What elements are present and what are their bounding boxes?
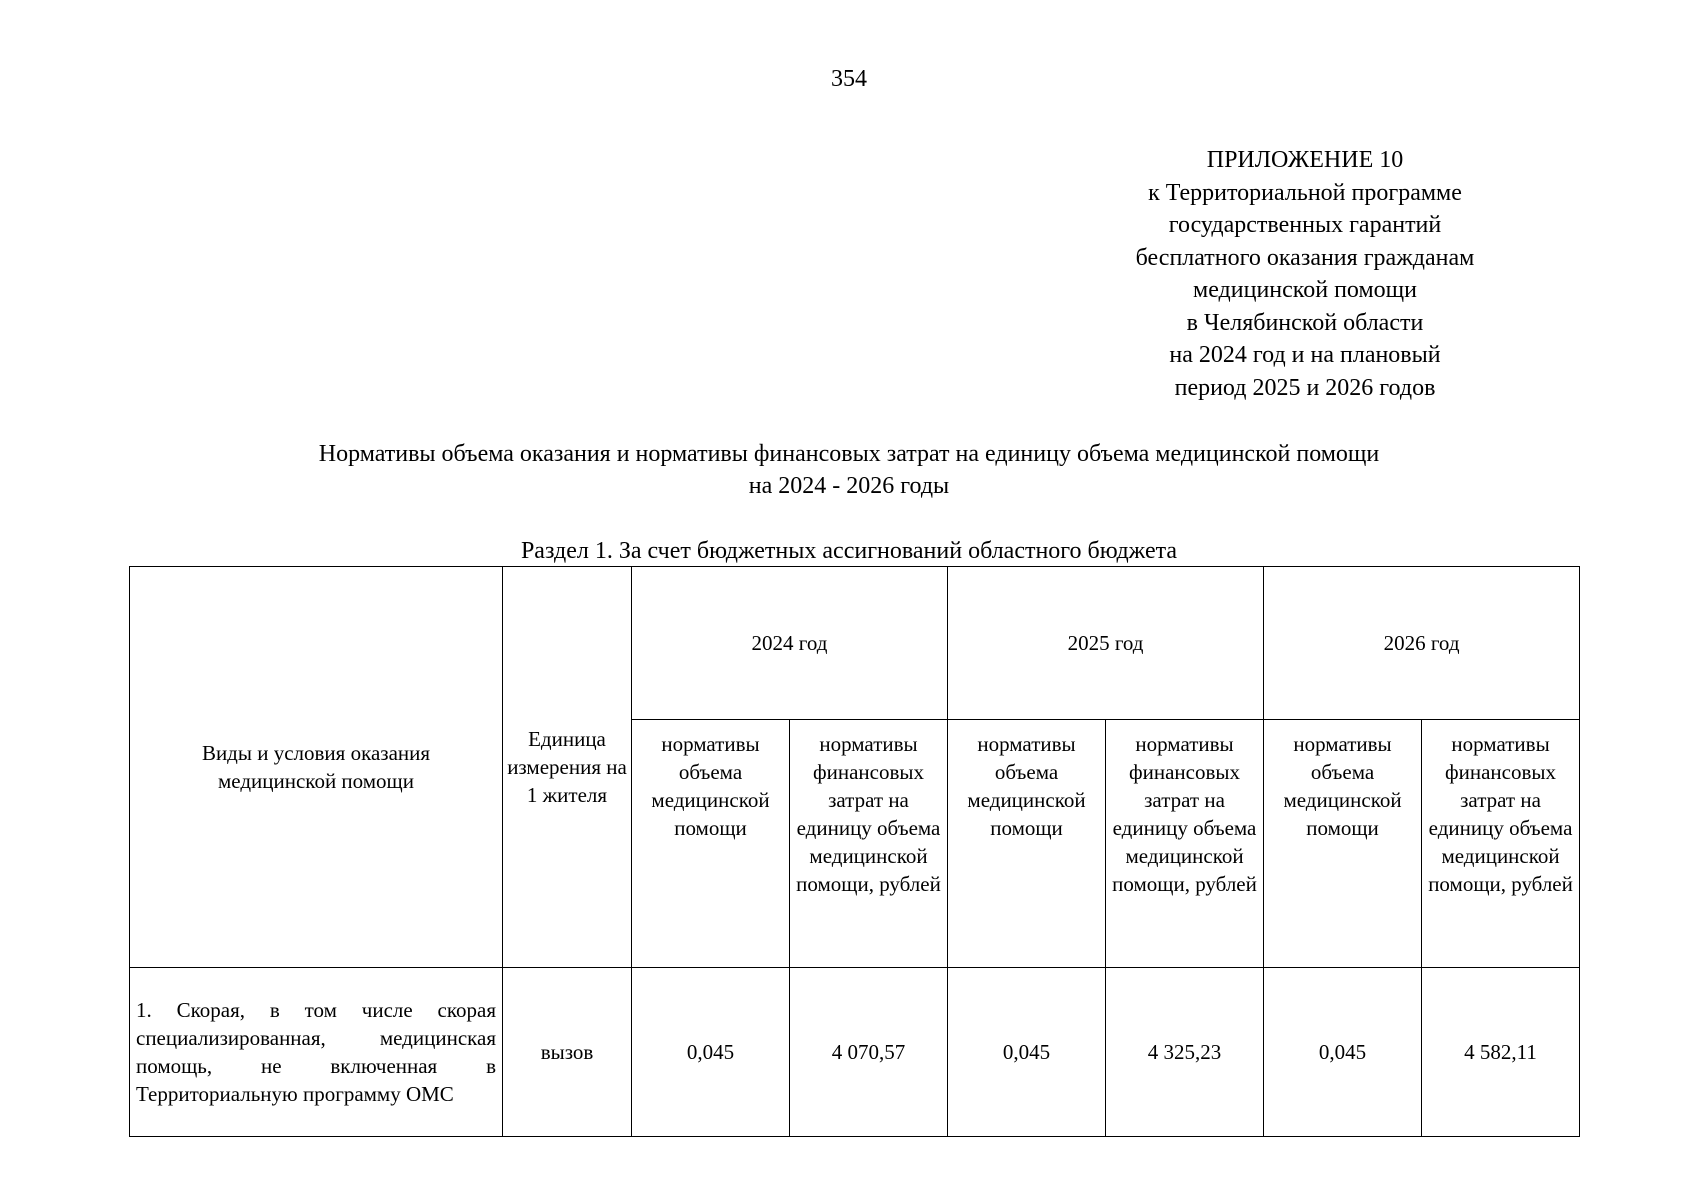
row-volume-2024: 0,045 bbox=[632, 968, 790, 1137]
row-label: 1. Скорая, в том числе скорая специализированная, медицинская помощь, не включенная в Территориальную программу ОМС bbox=[130, 968, 503, 1137]
document-title-line: Нормативы объема оказания и нормативы финансовых затрат на единицу объема медицинской помощи bbox=[318, 441, 1380, 467]
header-volume-norm-2026: нормативы объема медицинской помощи bbox=[1264, 720, 1422, 968]
appendix-line: медицинской помощи bbox=[1193, 277, 1417, 303]
table-row bbox=[130, 968, 1580, 1137]
appendix-line: бесплатного оказания гражданам bbox=[1135, 244, 1475, 271]
header-kind: Виды и условия оказания медицинской помощи bbox=[130, 567, 503, 968]
header-year-2024: 2024 год bbox=[632, 567, 948, 720]
row-volume-2025: 0,045 bbox=[948, 968, 1106, 1137]
document-title-line: на 2024 - 2026 годы bbox=[748, 473, 950, 499]
header-cost-norm-2026: нормативы финансовых затрат на единицу объема медицинской помощи, рублей bbox=[1422, 720, 1580, 968]
header-row-years bbox=[130, 567, 1580, 720]
header-volume-norm-2025: нормативы объема медицинской помощи bbox=[948, 720, 1106, 968]
header-year-2025: 2025 год bbox=[948, 567, 1264, 720]
page-number: 354 bbox=[831, 66, 867, 92]
appendix-line: государственных гарантий bbox=[1168, 212, 1442, 238]
appendix-line: на 2024 год и на плановый bbox=[1169, 342, 1441, 368]
appendix-block bbox=[1090, 144, 1520, 404]
norms-table bbox=[129, 566, 1580, 1137]
header-volume-norm-2024: нормативы объема медицинской помощи bbox=[632, 720, 790, 968]
row-unit: вызов bbox=[503, 968, 632, 1137]
header-year-2026: 2026 год bbox=[1264, 567, 1580, 720]
appendix-line: ПРИЛОЖЕНИЕ 10 bbox=[1206, 147, 1404, 173]
appendix-line: к Территориальной программе bbox=[1148, 179, 1462, 206]
section-title: Раздел 1. За счет бюджетных ассигнований областного бюджета bbox=[520, 538, 1178, 564]
row-cost-2025: 4 325,23 bbox=[1106, 968, 1264, 1137]
header-unit: Единица измерения на 1 жителя bbox=[503, 567, 632, 968]
appendix-line: в Челябинской области bbox=[1186, 309, 1424, 336]
row-cost-2024: 4 070,57 bbox=[790, 968, 948, 1137]
row-volume-2026: 0,045 bbox=[1264, 968, 1422, 1137]
appendix-line: период 2025 и 2026 годов bbox=[1174, 374, 1436, 401]
row-cost-2026: 4 582,11 bbox=[1422, 968, 1580, 1137]
document-title bbox=[0, 438, 1698, 502]
header-cost-norm-2024: нормативы финансовых затрат на единицу объема медицинской помощи, рублей bbox=[790, 720, 948, 968]
header-cost-norm-2025: нормативы финансовых затрат на единицу объема медицинской помощи, рублей bbox=[1106, 720, 1264, 968]
